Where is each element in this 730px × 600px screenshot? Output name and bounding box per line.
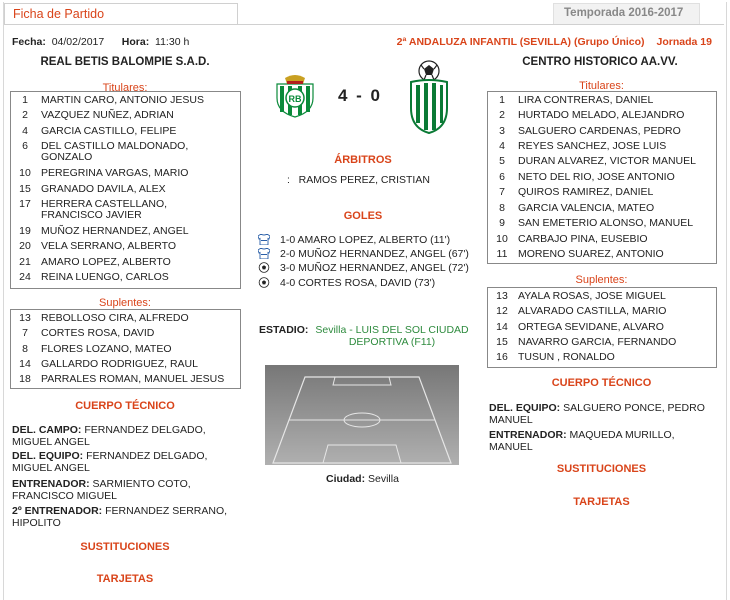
stadium-field-image [265,365,459,465]
stadium-name[interactable]: Sevilla - LUIS DEL SOL CIUDAD DEPORTIVA (F11) [315,324,469,348]
time-label: Hora: [121,36,150,48]
away-crest-icon [405,60,453,134]
field-drawing [265,365,459,465]
away-starters-title: Titulares: [579,80,624,92]
away-staff-2: ENTRENADOR: MAQUEDA MURILLO, MANUEL [489,429,675,453]
city-info: Ciudad: Sevilla [326,473,399,485]
referee-name: : RAMOS PEREZ, CRISTIAN [287,174,430,186]
home-team-name[interactable]: REAL BETIS BALOMPIE S.A.D. [40,56,210,68]
tab-match-sheet[interactable] [4,3,238,25]
home-staff-title: CUERPO TÉCNICO [75,400,175,412]
svg-text:RB: RB [288,94,302,104]
home-substitutions-title: SUSTITUCIONES [80,541,170,553]
referees-title: ÁRBITROS [334,154,392,166]
home-starters-title: Titulares: [102,82,148,94]
away-starters-list: 1 LIRA CONTRERAS, DANIEL 2 HURTADO MELADO, ALEJANDRO 3 SALGUERO CARDENAS, PEDRO 4 REYES SANCHEZ, JOSE LUIS 5 DURAN ALVAREZ, VICTOR MANUEL 6 NETO DEL RIO, JOSE ANTONIO 7 QUIROS RAMIREZ, DANIEL 8 GARCIA VALENCIA, MATEO 9 SAN EMETERIO ALONSO, MANUEL 10 CARBAJO PINA, EUSEBIO 11 MORENO SUAREZ, ANTONIO [487,91,717,264]
ball-icon [258,262,270,273]
away-substitutions-title: SUSTITUCIONES [556,463,647,475]
jersey-icon [258,248,270,259]
home-subs-title: Suplentes: [99,297,151,309]
home-staff-1: DEL. CAMPO: FERNANDEZ DELGADO, MIGUEL ANGEL [12,424,206,448]
home-staff-3: ENTRENADOR: SARMIENTO COTO, FRANCISCO MIGUEL [12,478,191,502]
away-subs-list: 13 AYALA ROSAS, JOSE MIGUEL 12 ALVARADO CASTILLA, MARIO 14 ORTEGA SEVIDANE, ALVARO 15 NAVARRO GARCIA, FERNANDO 16 TUSUN , RONALDO [487,287,717,368]
matchday: Jornada 19 [656,36,712,48]
tab-title: Ficha de Partido [13,7,105,21]
home-cards-title: TARJETAS [96,573,154,585]
date-info [12,36,189,48]
time-value: 11:30 h [155,36,190,48]
stadium-label: ESTADIO: [259,324,309,336]
home-staff-4: 2º ENTRENADOR: FERNANDEZ SERRANO, HIPOLITO [12,505,228,529]
jersey-icon [258,234,270,245]
home-starters-list: 1 MARTIN CARO, ANTONIO JESUS 2 VAZQUEZ NUÑEZ, ADRIAN 4 GARCIA CASTILLO, FELIPE 6 DEL CASTILLO MALDONADO, GONZALO 10 PEREGRINA VARGAS, MARIO 15 GRANADO DAVILA, ALEX 17 HERRERA CASTELLANO, FRANCISCO JAVIER 19 MUÑOZ HERNANDEZ, ANGEL 20 VELA SERRANO, ALBERTO 21 AMARO LOPEZ, ALBERTO 24 REINA LUENGO, CARLOS [10,91,241,289]
season-selector[interactable] [553,3,700,25]
away-team-name[interactable]: CENTRO HISTORICO AA.VV. [522,56,678,68]
home-crest-icon [271,74,319,118]
home-staff-2: DEL. EQUIPO: FERNANDEZ DELGADO, MIGUEL ANGEL [12,450,208,474]
score: 4 - 0 [338,86,383,105]
home-subs-list: 13 REBOLLOSO CIRA, ALFREDO 7 CORTES ROSA, DAVID 8 FLORES LOZANO, MATEO 14 GALLARDO RODRIGUEZ, RAUL 18 PARRALES ROMAN, MANUEL JESUS [10,309,241,389]
away-cards-title: TARJETAS [573,496,630,508]
goals-title: GOLES [343,210,383,222]
date-value: 04/02/2017 [51,36,105,48]
away-subs-title: Suplentes: [575,274,628,286]
competition-info [397,36,712,48]
away-staff-1: DEL. EQUIPO: SALGUERO PONCE, PEDRO MANUEL [489,402,705,426]
date-label: Fecha: [12,36,46,48]
competition-name[interactable]: 2ª ANDALUZA INFANTIL (SEVILLA) (Grupo Único) [396,36,645,48]
season-label: Temporada 2016-2017 [564,7,684,19]
header-divider [4,24,724,25]
ball-icon [258,277,270,288]
away-staff-title: CUERPO TÉCNICO [551,377,652,389]
